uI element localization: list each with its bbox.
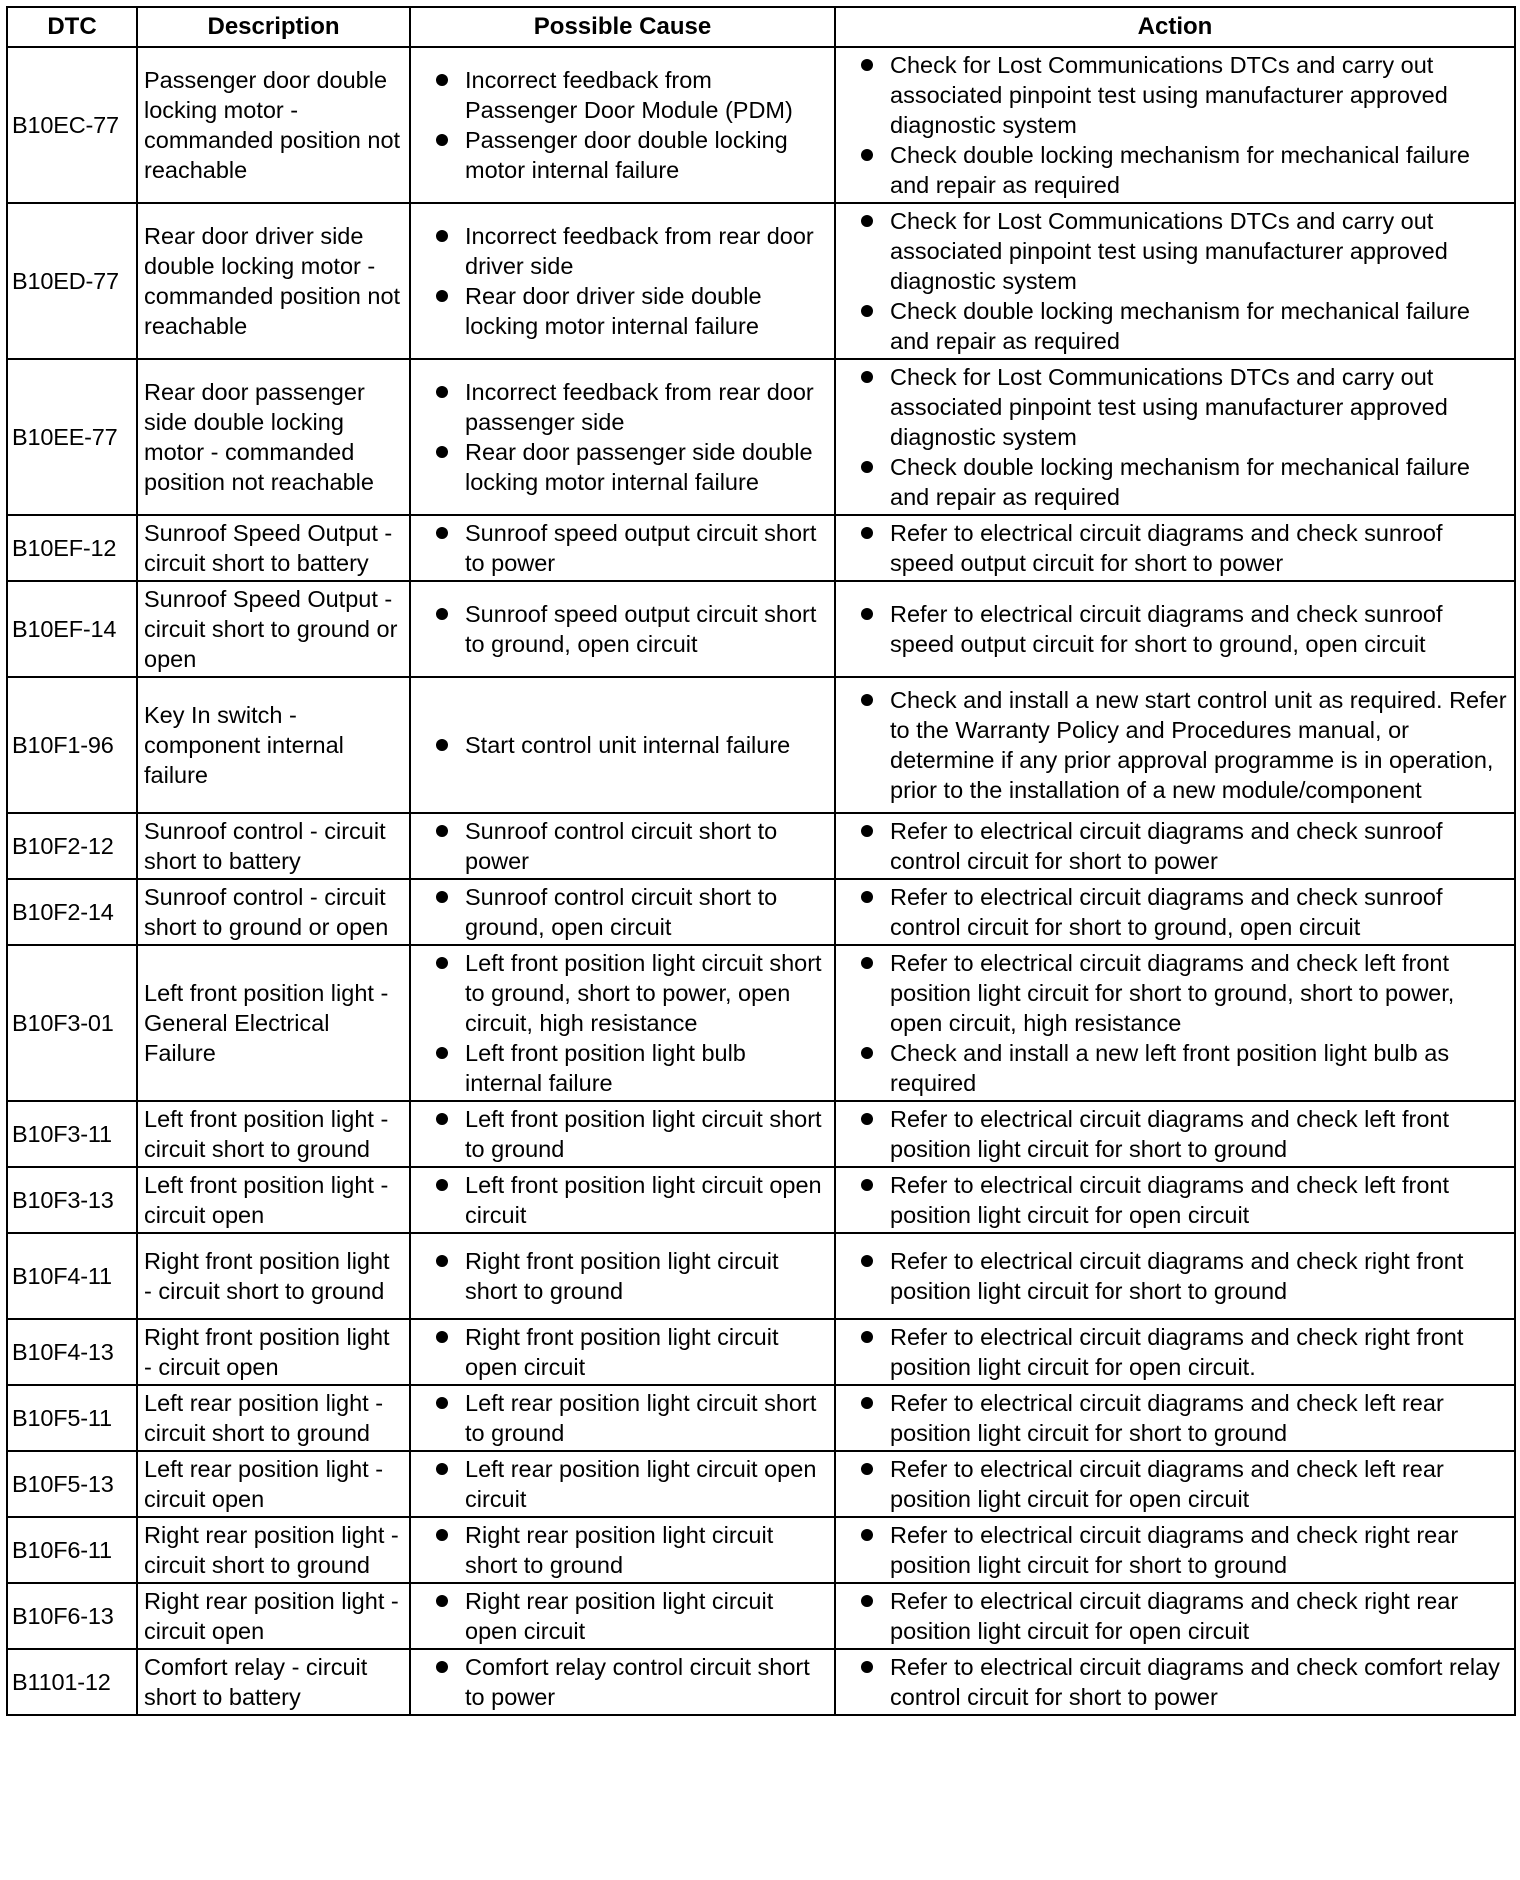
possible-cause-item (417, 65, 828, 125)
dtc-code: B10ED-77 (7, 203, 137, 359)
action-item (842, 206, 1508, 296)
action-item-text: Refer to electrical circuit diagrams and check sunroof control circuit for short to ground, open circuit (890, 884, 1443, 940)
bullet-icon (861, 1331, 873, 1343)
bullet-icon (436, 1331, 448, 1343)
dtc-description: Rear door driver side double locking motor - commanded position not reachable (137, 203, 410, 359)
possible-cause-list (417, 377, 828, 497)
bullet-icon (436, 1661, 448, 1673)
bullet-icon (861, 59, 873, 71)
bullet-icon (436, 446, 448, 458)
dtc-code: B10F2-12 (7, 813, 137, 879)
possible-cause-item (417, 948, 828, 1038)
possible-cause-list (417, 1652, 828, 1712)
action-item (842, 1104, 1508, 1164)
dtc-code: B10F5-13 (7, 1451, 137, 1517)
possible-cause-item-text: Left rear position light circuit short to ground (465, 1390, 817, 1446)
action-list (842, 1652, 1508, 1712)
table-row (7, 1167, 1515, 1233)
bullet-icon (436, 290, 448, 302)
action-cell (835, 879, 1515, 945)
possible-cause-item-text: Start control unit internal failure (465, 732, 791, 758)
possible-cause-item (417, 1170, 828, 1230)
action-list (842, 518, 1508, 578)
bullet-icon (861, 371, 873, 383)
possible-cause-item-text: Incorrect feedback from rear door passenger side (465, 379, 814, 435)
possible-cause-item (417, 1586, 828, 1646)
possible-cause-list (417, 730, 828, 760)
action-item (842, 50, 1508, 140)
action-item-text: Check for Lost Communications DTCs and carry out associated pinpoint test using manufacturer approved diagnostic system (890, 52, 1448, 138)
bullet-icon (436, 134, 448, 146)
bullet-icon (861, 825, 873, 837)
dtc-code: B1101-12 (7, 1649, 137, 1715)
possible-cause-item (417, 882, 828, 942)
dtc-description: Passenger door double locking motor - commanded position not reachable (137, 47, 410, 203)
dtc-code: B10EE-77 (7, 359, 137, 515)
possible-cause-item (417, 1246, 828, 1306)
action-item-text: Check for Lost Communications DTCs and carry out associated pinpoint test using manufacturer approved diagnostic system (890, 364, 1448, 450)
possible-cause-list (417, 599, 828, 659)
possible-cause-list (417, 1246, 828, 1306)
possible-cause-item (417, 1388, 828, 1448)
bullet-icon (436, 825, 448, 837)
table-row (7, 1385, 1515, 1451)
bullet-icon (436, 527, 448, 539)
dtc-code: B10F3-01 (7, 945, 137, 1101)
bullet-icon (436, 1047, 448, 1059)
bullet-icon (861, 1047, 873, 1059)
possible-cause-item-text: Sunroof control circuit short to power (465, 818, 778, 874)
bullet-icon (436, 891, 448, 903)
bullet-icon (436, 1255, 448, 1267)
header-description: Description (137, 7, 410, 47)
bullet-icon (861, 1179, 873, 1191)
possible-cause-item (417, 377, 828, 437)
possible-cause-item (417, 125, 828, 185)
dtc-description: Sunroof Speed Output - circuit short to ground or open (137, 581, 410, 677)
table-body (7, 47, 1515, 1715)
action-item-text: Refer to electrical circuit diagrams and check right rear position light circuit for short to ground (890, 1522, 1459, 1578)
bullet-icon (436, 74, 448, 86)
possible-cause-cell (410, 1517, 835, 1583)
action-item-text: Refer to electrical circuit diagrams and check left front position light circuit for short to ground (890, 1106, 1450, 1162)
action-list (842, 882, 1508, 942)
possible-cause-item (417, 437, 828, 497)
action-item (842, 1388, 1508, 1448)
action-item-text: Check double locking mechanism for mechanical failure and repair as required (890, 298, 1470, 354)
possible-cause-item (417, 816, 828, 876)
table-row (7, 47, 1515, 203)
possible-cause-cell (410, 1385, 835, 1451)
possible-cause-item-text: Rear door passenger side double locking motor internal failure (465, 439, 813, 495)
possible-cause-item-text: Incorrect feedback from rear door driver side (465, 223, 814, 279)
action-list (842, 206, 1508, 356)
action-item (842, 452, 1508, 512)
table-row (7, 1517, 1515, 1583)
action-cell (835, 203, 1515, 359)
header-possible-cause: Possible Cause (410, 7, 835, 47)
bullet-icon (436, 957, 448, 969)
action-item (842, 518, 1508, 578)
action-list (842, 1586, 1508, 1646)
dtc-description: Comfort relay - circuit short to battery (137, 1649, 410, 1715)
action-item (842, 362, 1508, 452)
bullet-icon (436, 386, 448, 398)
bullet-icon (861, 1397, 873, 1409)
action-cell (835, 1451, 1515, 1517)
table-row (7, 1319, 1515, 1385)
action-cell (835, 581, 1515, 677)
action-cell (835, 677, 1515, 813)
bullet-icon (436, 608, 448, 620)
possible-cause-item (417, 518, 828, 578)
bullet-icon (436, 1113, 448, 1125)
possible-cause-cell (410, 203, 835, 359)
action-list (842, 685, 1508, 805)
action-item-text: Refer to electrical circuit diagrams and check left rear position light circuit for short to ground (890, 1390, 1444, 1446)
table-row (7, 359, 1515, 515)
dtc-description: Right rear position light - circuit short to ground (137, 1517, 410, 1583)
action-cell (835, 47, 1515, 203)
possible-cause-cell (410, 515, 835, 581)
table-row (7, 203, 1515, 359)
action-item-text: Refer to electrical circuit diagrams and check sunroof control circuit for short to power (890, 818, 1443, 874)
table-row (7, 1649, 1515, 1715)
dtc-code: B10F3-11 (7, 1101, 137, 1167)
possible-cause-item (417, 1104, 828, 1164)
possible-cause-list (417, 1520, 828, 1580)
bullet-icon (861, 694, 873, 706)
action-item-text: Refer to electrical circuit diagrams and check comfort relay control circuit for short to power (890, 1654, 1500, 1710)
table-row (7, 813, 1515, 879)
action-item (842, 948, 1508, 1038)
possible-cause-item-text: Comfort relay control circuit short to power (465, 1654, 810, 1710)
action-cell (835, 1319, 1515, 1385)
bullet-icon (436, 1179, 448, 1191)
possible-cause-list (417, 816, 828, 876)
possible-cause-cell (410, 1451, 835, 1517)
possible-cause-cell (410, 1233, 835, 1319)
possible-cause-item-text: Left front position light bulb internal failure (465, 1040, 746, 1096)
bullet-icon (861, 1595, 873, 1607)
possible-cause-list (417, 1170, 828, 1230)
dtc-description: Left rear position light - circuit short to ground (137, 1385, 410, 1451)
action-item (842, 140, 1508, 200)
action-item-text: Check and install a new start control unit as required. Refer to the Warranty Policy and Procedures manual, or determine if any prior approval programme is in operation, prior to the installation of a new module/component (890, 687, 1507, 803)
header-dtc: DTC (7, 7, 137, 47)
action-list (842, 362, 1508, 512)
action-item-text: Refer to electrical circuit diagrams and check left front position light circuit for short to ground, short to power, open circuit, high resistance (890, 950, 1455, 1036)
possible-cause-item (417, 1454, 828, 1514)
action-list (842, 948, 1508, 1098)
possible-cause-item-text: Right front position light circuit open circuit (465, 1324, 779, 1380)
action-item-text: Check double locking mechanism for mechanical failure and repair as required (890, 142, 1470, 198)
action-item (842, 599, 1508, 659)
action-item (842, 1454, 1508, 1514)
bullet-icon (436, 1595, 448, 1607)
dtc-description: Left front position light - circuit short to ground (137, 1101, 410, 1167)
action-item-text: Refer to electrical circuit diagrams and check right rear position light circuit for open circuit (890, 1588, 1459, 1644)
bullet-icon (436, 230, 448, 242)
action-item (842, 296, 1508, 356)
possible-cause-cell (410, 1101, 835, 1167)
action-item (842, 1170, 1508, 1230)
action-cell (835, 359, 1515, 515)
dtc-description: Sunroof control - circuit short to battery (137, 813, 410, 879)
bullet-icon (861, 461, 873, 473)
action-cell (835, 945, 1515, 1101)
action-list (842, 1454, 1508, 1514)
action-item (842, 882, 1508, 942)
dtc-code: B10F4-13 (7, 1319, 137, 1385)
action-list (842, 1322, 1508, 1382)
table-row (7, 1101, 1515, 1167)
action-item-text: Check and install a new left front position light bulb as required (890, 1040, 1450, 1096)
possible-cause-item-text: Incorrect feedback from Passenger Door Module (PDM) (465, 67, 793, 123)
dtc-description: Left front position light - General Electrical Failure (137, 945, 410, 1101)
table-row (7, 1583, 1515, 1649)
dtc-code: B10F5-11 (7, 1385, 137, 1451)
dtc-description: Left rear position light - circuit open (137, 1451, 410, 1517)
action-cell (835, 813, 1515, 879)
action-item-text: Refer to electrical circuit diagrams and check sunroof speed output circuit for short to ground, open circuit (890, 601, 1443, 657)
possible-cause-item-text: Passenger door double locking motor internal failure (465, 127, 788, 183)
bullet-icon (861, 608, 873, 620)
action-item-text: Refer to electrical circuit diagrams and check right front position light circuit for short to ground (890, 1248, 1464, 1304)
bullet-icon (436, 1463, 448, 1475)
action-list (842, 599, 1508, 659)
possible-cause-cell (410, 879, 835, 945)
action-list (842, 1170, 1508, 1230)
dtc-description: Sunroof Speed Output - circuit short to battery (137, 515, 410, 581)
possible-cause-item-text: Sunroof control circuit short to ground, open circuit (465, 884, 778, 940)
possible-cause-list (417, 221, 828, 341)
possible-cause-item (417, 1652, 828, 1712)
possible-cause-item (417, 281, 828, 341)
bullet-icon (861, 957, 873, 969)
action-cell (835, 1167, 1515, 1233)
possible-cause-cell (410, 1167, 835, 1233)
possible-cause-item-text: Left rear position light circuit open circuit (465, 1456, 817, 1512)
action-item (842, 1586, 1508, 1646)
possible-cause-cell (410, 47, 835, 203)
action-cell (835, 1101, 1515, 1167)
possible-cause-item (417, 221, 828, 281)
possible-cause-cell (410, 1583, 835, 1649)
possible-cause-cell (410, 1649, 835, 1715)
dtc-description: Right rear position light - circuit open (137, 1583, 410, 1649)
action-item (842, 1520, 1508, 1580)
possible-cause-item (417, 1038, 828, 1098)
possible-cause-item-text: Rear door driver side double locking motor internal failure (465, 283, 762, 339)
bullet-icon (861, 305, 873, 317)
bullet-icon (861, 149, 873, 161)
bullet-icon (861, 215, 873, 227)
possible-cause-item (417, 1322, 828, 1382)
possible-cause-list (417, 1586, 828, 1646)
possible-cause-item-text: Sunroof speed output circuit short to ground, open circuit (465, 601, 817, 657)
dtc-code: B10F1-96 (7, 677, 137, 813)
dtc-description: Rear door passenger side double locking motor - commanded position not reachable (137, 359, 410, 515)
dtc-code: B10F2-14 (7, 879, 137, 945)
dtc-code: B10F4-11 (7, 1233, 137, 1319)
action-item-text: Check double locking mechanism for mechanical failure and repair as required (890, 454, 1470, 510)
header-action: Action (835, 7, 1515, 47)
possible-cause-list (417, 1322, 828, 1382)
possible-cause-item-text: Left front position light circuit short to ground (465, 1106, 822, 1162)
dtc-code: B10F6-11 (7, 1517, 137, 1583)
action-cell (835, 1385, 1515, 1451)
possible-cause-item-text: Sunroof speed output circuit short to power (465, 520, 817, 576)
action-item-text: Refer to electrical circuit diagrams and check left front position light circuit for open circuit (890, 1172, 1450, 1228)
table-row (7, 879, 1515, 945)
dtc-code: B10F6-13 (7, 1583, 137, 1649)
possible-cause-list (417, 65, 828, 185)
possible-cause-list (417, 948, 828, 1098)
possible-cause-item-text: Right front position light circuit short to ground (465, 1248, 779, 1304)
dtc-code: B10EF-12 (7, 515, 137, 581)
action-item (842, 685, 1508, 805)
dtc-code: B10EF-14 (7, 581, 137, 677)
action-item (842, 1038, 1508, 1098)
table-row (7, 1233, 1515, 1319)
table-row (7, 581, 1515, 677)
bullet-icon (861, 1255, 873, 1267)
possible-cause-item-text: Right rear position light circuit open circuit (465, 1588, 774, 1644)
dtc-description: Right front position light - circuit short to ground (137, 1233, 410, 1319)
dtc-description: Sunroof control - circuit short to ground or open (137, 879, 410, 945)
possible-cause-list (417, 882, 828, 942)
possible-cause-cell (410, 581, 835, 677)
action-cell (835, 1649, 1515, 1715)
table-row (7, 677, 1515, 813)
bullet-icon (861, 891, 873, 903)
header-row (7, 7, 1515, 47)
action-cell (835, 1233, 1515, 1319)
table-header (7, 7, 1515, 47)
action-cell (835, 1583, 1515, 1649)
action-list (842, 1388, 1508, 1448)
dtc-description: Left front position light - circuit open (137, 1167, 410, 1233)
action-list (842, 1246, 1508, 1306)
bullet-icon (861, 1463, 873, 1475)
dtc-table (6, 6, 1516, 1716)
action-cell (835, 515, 1515, 581)
action-item-text: Check for Lost Communications DTCs and carry out associated pinpoint test using manufacturer approved diagnostic system (890, 208, 1448, 294)
action-item-text: Refer to electrical circuit diagrams and check right front position light circuit for open circuit. (890, 1324, 1464, 1380)
dtc-code: B10EC-77 (7, 47, 137, 203)
action-list (842, 1520, 1508, 1580)
action-item-text: Refer to electrical circuit diagrams and check left rear position light circuit for open circuit (890, 1456, 1444, 1512)
action-list (842, 50, 1508, 200)
possible-cause-list (417, 1388, 828, 1448)
bullet-icon (436, 1397, 448, 1409)
possible-cause-item-text: Left front position light circuit short to ground, short to power, open circuit, high resistance (465, 950, 822, 1036)
action-item-text: Refer to electrical circuit diagrams and check sunroof speed output circuit for short to power (890, 520, 1443, 576)
action-list (842, 1104, 1508, 1164)
table-row (7, 515, 1515, 581)
possible-cause-list (417, 1104, 828, 1164)
bullet-icon (861, 1529, 873, 1541)
possible-cause-item-text: Left front position light circuit open circuit (465, 1172, 822, 1228)
dtc-code: B10F3-13 (7, 1167, 137, 1233)
possible-cause-cell (410, 813, 835, 879)
possible-cause-item-text: Right rear position light circuit short to ground (465, 1522, 774, 1578)
action-item (842, 816, 1508, 876)
table-row (7, 945, 1515, 1101)
possible-cause-item (417, 1520, 828, 1580)
possible-cause-cell (410, 677, 835, 813)
action-item (842, 1246, 1508, 1306)
possible-cause-cell (410, 945, 835, 1101)
action-cell (835, 1517, 1515, 1583)
possible-cause-list (417, 518, 828, 578)
bullet-icon (436, 1529, 448, 1541)
bullet-icon (861, 1661, 873, 1673)
action-list (842, 816, 1508, 876)
possible-cause-list (417, 1454, 828, 1514)
dtc-description: Key In switch - component internal failure (137, 677, 410, 813)
table-row (7, 1451, 1515, 1517)
bullet-icon (861, 527, 873, 539)
possible-cause-cell (410, 1319, 835, 1385)
action-item (842, 1322, 1508, 1382)
bullet-icon (861, 1113, 873, 1125)
bullet-icon (436, 739, 448, 751)
possible-cause-cell (410, 359, 835, 515)
action-item (842, 1652, 1508, 1712)
dtc-description: Right front position light - circuit open (137, 1319, 410, 1385)
possible-cause-item (417, 599, 828, 659)
possible-cause-item (417, 730, 828, 760)
